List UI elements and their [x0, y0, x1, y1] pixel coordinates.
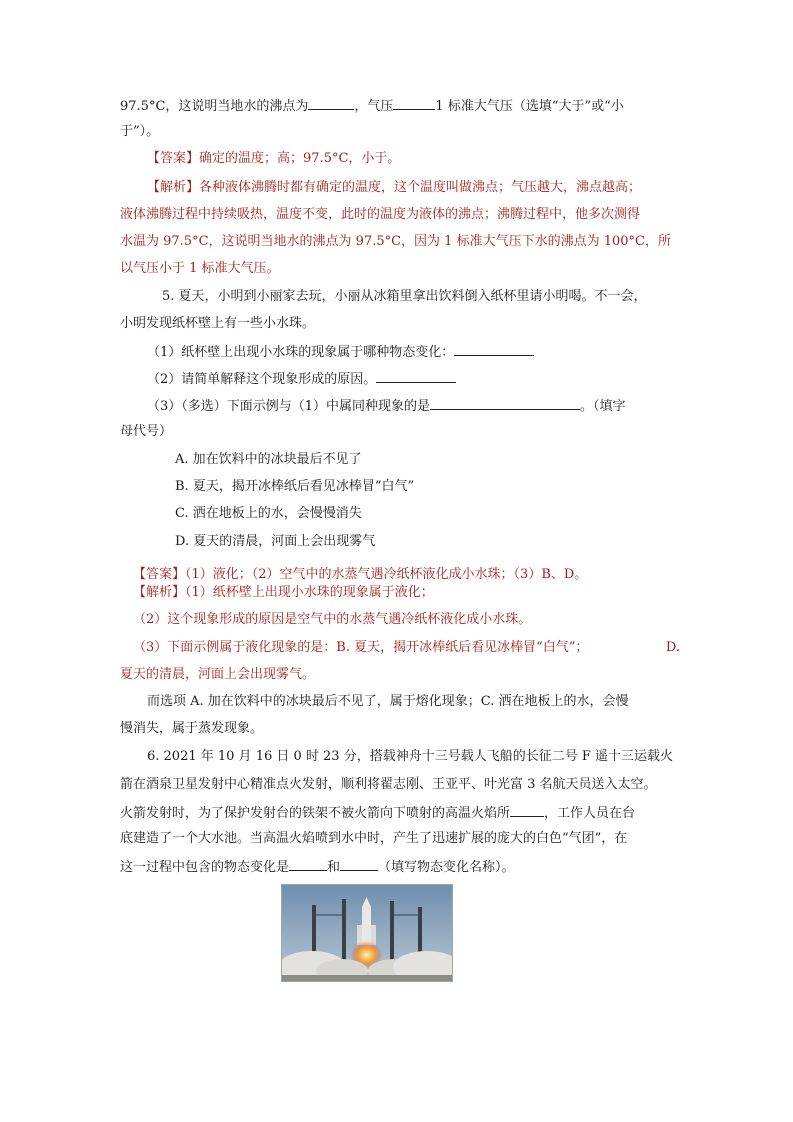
q4-answer: 【答案】确定的温度；高；97.5°C，小于。 [147, 151, 401, 166]
q5-analysis-line-2: （2）这个现象形成的原因是空气中的水蒸气遇冷纸杯液化成小水珠。 [133, 612, 532, 627]
q6-question-line-2: 箭在酒泉卫星发射中心精准点火发射，顺利将翟志刚、王亚平、叶光富 3 名航天员送入太空。 [120, 777, 657, 792]
answer-blank [340, 858, 378, 871]
q5-option-b: B. 夏天，揭开冰棒纸后看见冰棒冒“白气” [175, 479, 415, 494]
rocket-launch-photo [281, 884, 453, 982]
q6-question-line-1: 6. 2021 年 10 月 16 日 0 时 23 分，搭载神舟十三号载人飞船的长征二号 F 遥十三运载火 [147, 749, 673, 764]
q4-analysis-line-4: 以气压小于 1 标准大气压。 [120, 261, 280, 276]
answer-blank [308, 97, 354, 110]
answer-blank [510, 804, 544, 817]
rocket-launch-image [282, 885, 452, 981]
q5-subquestion-3: （3）（多选）下面示例与（1）中属同种现象的是 。（填字 [147, 399, 626, 414]
q5-analysis-line-4: 夏天的清晨，河面上会出现雾气。 [120, 667, 316, 682]
q5-analysis-line-5: 而选项 A. 加在饮料中的冰块最后不见了，属于熔化现象；C. 洒在地板上的水，会慢 [147, 694, 629, 709]
q6-question-line-5: 这一过程中包含的物态变化是 和 （填写物态变化名称）。 [120, 860, 515, 875]
answer-blank [376, 370, 456, 383]
q4-analysis-line-2: 液体沸腾过程中持续吸热，温度不变，此时的温度为液体的沸点；沸腾过程中，他多次测得 [120, 207, 641, 222]
answer-blank [430, 397, 580, 410]
q5-option-a: A. 加在饮料中的冰块最后不见了 [175, 452, 362, 467]
answer-blank [393, 97, 435, 110]
q5-option-c: C. 洒在地板上的水，会慢慢消失 [175, 506, 362, 521]
q5-analysis-line-1: 【解析】（1）纸杯壁上出现小水珠的现象属于液化； [133, 585, 434, 600]
q5-question-line-1: 5. 夏天，小明到小丽家去玩，小丽从冰箱里拿出饮料倒入纸杯里请小明喝。不一会， [162, 289, 647, 304]
q4-analysis-line-3: 水温为 97.5°C，这说明当地水的沸点为 97.5°C，因为 1 标准大气压下水的沸点为 100°C，所 [120, 234, 671, 249]
analysis-tag: 【解析】 [147, 180, 200, 195]
q5-option-d: D. 夏天的清晨，河面上会出现雾气 [175, 534, 376, 549]
answer-blank [289, 858, 327, 871]
q5-analysis-line-3: （3）下面示例属于液化现象的是：B. 夏天，揭开冰棒纸后看见冰棒冒“白气”； D. [133, 640, 680, 655]
q4-question-line-2: 于”）。 [120, 124, 160, 139]
q6-question-line-4: 底建造了一个大水池。当高温火焰喷到水中时，产生了迅速扩展的庞大的白色“气团”，在 [120, 831, 628, 846]
q4-analysis-line-1: 【解析】各种液体沸腾时都有确定的温度，这个温度叫做沸点；气压越大，沸点越高； [147, 180, 642, 195]
q4-question-line-1: 97.5°C，这说明当地水的沸点为 ，气压 1 标准大气压（选填“大于”或“小 [120, 99, 624, 114]
q5-subquestion-1: （1）纸杯壁上出现小水珠的现象属于哪种物态变化： [147, 343, 707, 361]
answer-tag: 【答案】 [133, 567, 186, 582]
q5-question-line-2: 小明发现纸杯壁上有一些小水珠。 [120, 316, 316, 331]
answer-blank [454, 343, 534, 356]
q5-answer: 【答案】（1）液化；（2）空气中的水蒸气遇冷纸杯液化成小水珠；（3）B、D。 [133, 567, 588, 582]
analysis-tag: 【解析】 [133, 585, 186, 600]
q6-question-line-3: 火箭发射时，为了保护发射台的铁架不被火箭向下喷射的高温火焰所 ，工作人员在台 [120, 806, 636, 821]
q5-analysis-line-6: 慢消失，属于蒸发现象。 [120, 721, 264, 736]
q5-subquestion-3-line-2: 母代号） [120, 424, 173, 439]
q5-subquestion-2: （2）请简单解释这个现象形成的原因。 [147, 370, 707, 388]
answer-tag: 【答案】 [147, 151, 200, 166]
